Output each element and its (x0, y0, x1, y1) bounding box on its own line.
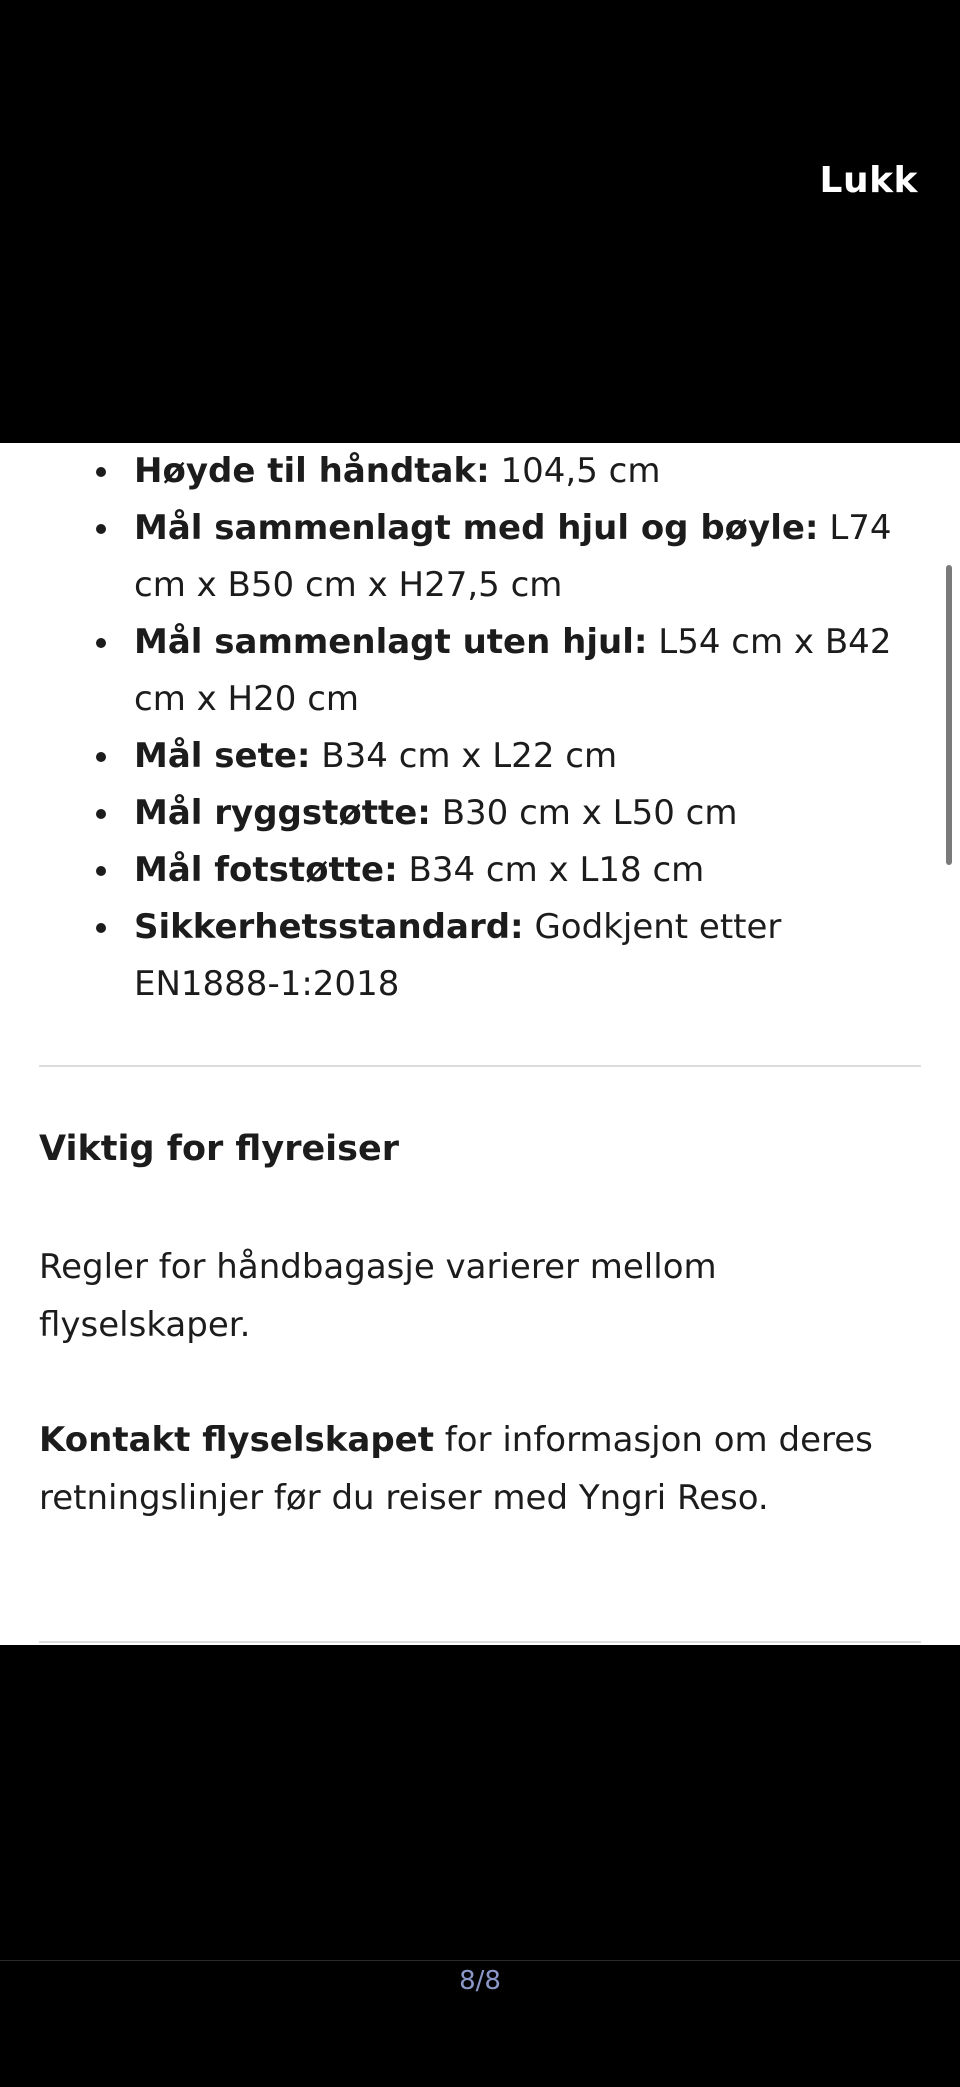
spec-item-backrest (0, 785, 960, 842)
section-title: Viktig for flyreiser (39, 1129, 400, 1169)
close-button[interactable]: Lukk (819, 160, 918, 201)
flight-rules-paragraph: Regler for håndbagasje varierer mellom flyselskaper. (39, 1247, 717, 1345)
viewer-bottom-bar (0, 1645, 960, 2087)
spec-key: Mål ryggstøtte: (134, 793, 431, 833)
section-divider (39, 1641, 921, 1643)
spec-key: Høyde til håndtak: (134, 451, 490, 491)
viewer-top-bar (0, 0, 960, 443)
page-counter: 8/8 (459, 1966, 501, 1996)
spec-key: Mål sete: (134, 736, 311, 776)
scrollbar-thumb[interactable] (946, 565, 952, 865)
spec-value: L74 cm x B50 cm x H27,5 cm (134, 508, 892, 605)
spec-item-folded-without-wheels (0, 614, 960, 728)
section-divider (39, 1065, 921, 1067)
spec-value: B30 cm x L50 cm (430, 793, 738, 833)
spec-item-seat (0, 728, 960, 785)
screenshot-content (0, 443, 960, 1645)
spec-item-folded-with-wheels (0, 500, 960, 614)
spec-item-footrest (0, 842, 960, 899)
contact-airline-emphasis: Kontakt flyselskapet (39, 1420, 434, 1460)
spec-value: B34 cm x L18 cm (397, 850, 705, 890)
spec-value: 104,5 cm (489, 451, 661, 491)
spec-item-handle-height (0, 443, 960, 500)
spec-value: B34 cm x L22 cm (310, 736, 618, 776)
spec-key: Mål sammenlagt med hjul og bøyle: (134, 508, 819, 548)
contact-airline-paragraph (39, 1411, 899, 1527)
spec-key: Mål fotstøtte: (134, 850, 398, 890)
contact-airline-text: for informasjon om deres retningslinjer før du reiser med Yngri Reso. (39, 1420, 873, 1518)
spec-value: Godkjent etter EN1888-1:2018 (134, 907, 782, 1004)
spec-list (0, 443, 960, 1013)
spec-value: L54 cm x B42 cm x H20 cm (134, 622, 892, 719)
spec-key: Mål sammenlagt uten hjul: (134, 622, 648, 662)
spec-item-safety-standard (0, 899, 960, 1013)
spec-key: Sikkerhetsstandard: (134, 907, 524, 947)
footer-divider (0, 1960, 960, 1961)
